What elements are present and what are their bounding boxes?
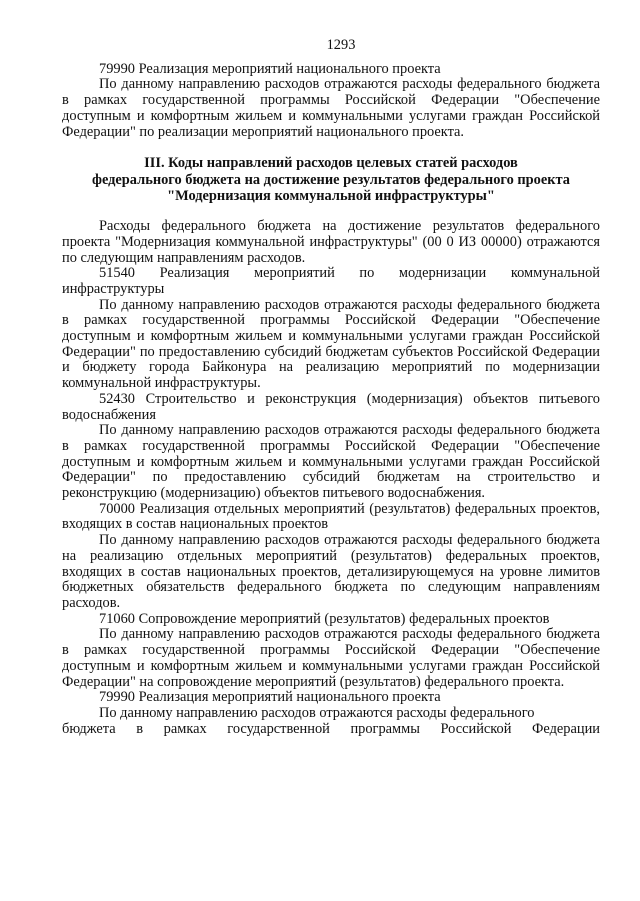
- page-number: 1293: [326, 37, 356, 53]
- section-heading-line-1: III. Коды направлений расходов целевых статей расходов: [144, 155, 518, 172]
- code-79990-description-2-line-2: бюджета в рамках государственной программы Российской Федерации: [62, 720, 600, 737]
- document-page: [62, 38, 600, 753]
- code-71060-description: По данному направлению расходов отражаются расходы федерального бюджета в рамках государственной программы Российской Федерации "Обеспечение доступным и комфортным жильем и коммунальными услугами граждан Российской Федерации" на сопровождение мероприятий (результатов) федерального проекта.: [62, 626, 600, 690]
- section-heading: [62, 155, 600, 204]
- intro-paragraph: Расходы федерального бюджета на достижение результатов федерального проекта "Модернизация коммунальной инфраструктуры" (00 0 ИЗ 00000) отражаются по следующим направлениям расходов.: [62, 218, 600, 266]
- code-70000-description: По данному направлению расходов отражаются расходы федерального бюджета на реализацию отдельных мероприятий (результатов) федеральных проектов, входящих в состав национальных проектов, детализирующемуся на уровне лимитов бюджетных обязательств федерального бюджета по следующим направлениям расходов.: [62, 532, 600, 611]
- section-heading-line-2: федерального бюджета на достижение результатов федерального проекта: [91, 171, 570, 188]
- code-79990-description: По данному направлению расходов отражаются расходы федерального бюджета в рамках государственной программы Российской Федерации "Обеспечение доступным и комфортным жильем и коммунальными услугами граждан Российской Федерации" по реализации мероприятий национального проекта.: [62, 76, 600, 140]
- code-79990-description-2-line-1: По данному направлению расходов отражаются расходы федерального: [99, 704, 535, 721]
- code-51540-title: 51540 Реализация мероприятий по модернизации коммунальной инфраструктуры: [62, 265, 600, 297]
- code-71060-title: 71060 Сопровождение мероприятий (результатов) федеральных проектов: [99, 610, 550, 627]
- code-52430-description: По данному направлению расходов отражаются расходы федерального бюджета в рамках государственной программы Российской Федерации "Обеспечение доступным и комфортным жильем и коммунальными услугами граждан Российской Федерации" по предоставлению субсидий бюджетам на строительство и реконструкцию (модернизацию) объектов питьевого водоснабжения.: [62, 422, 600, 502]
- code-51540-description: По данному направлению расходов отражаются расходы федерального бюджета в рамках государственной программы Российской Федерации "Обеспечение доступным и комфортным жильем и коммунальными услугами граждан Российской Федерации" по предоставлению субсидий бюджетам субъектов Российской Федерации и бюджету города Байконура на реализацию мероприятий по модернизации коммунальной инфраструктуры.: [62, 296, 600, 392]
- code-79990-title: 79990 Реализация мероприятий национального проекта: [99, 60, 441, 77]
- code-52430-title: 52430 Строительство и реконструкция (модернизация) объектов питьевого водоснабжения: [62, 390, 600, 423]
- code-70000-title: 70000 Реализация отдельных мероприятий (результатов) федеральных проектов, входящих в состав национальных проектов: [62, 500, 600, 533]
- section-heading-line-3: "Модернизация коммунальной инфраструктуры": [167, 187, 495, 204]
- code-79990-title-2: 79990 Реализация мероприятий национального проекта: [99, 689, 441, 706]
